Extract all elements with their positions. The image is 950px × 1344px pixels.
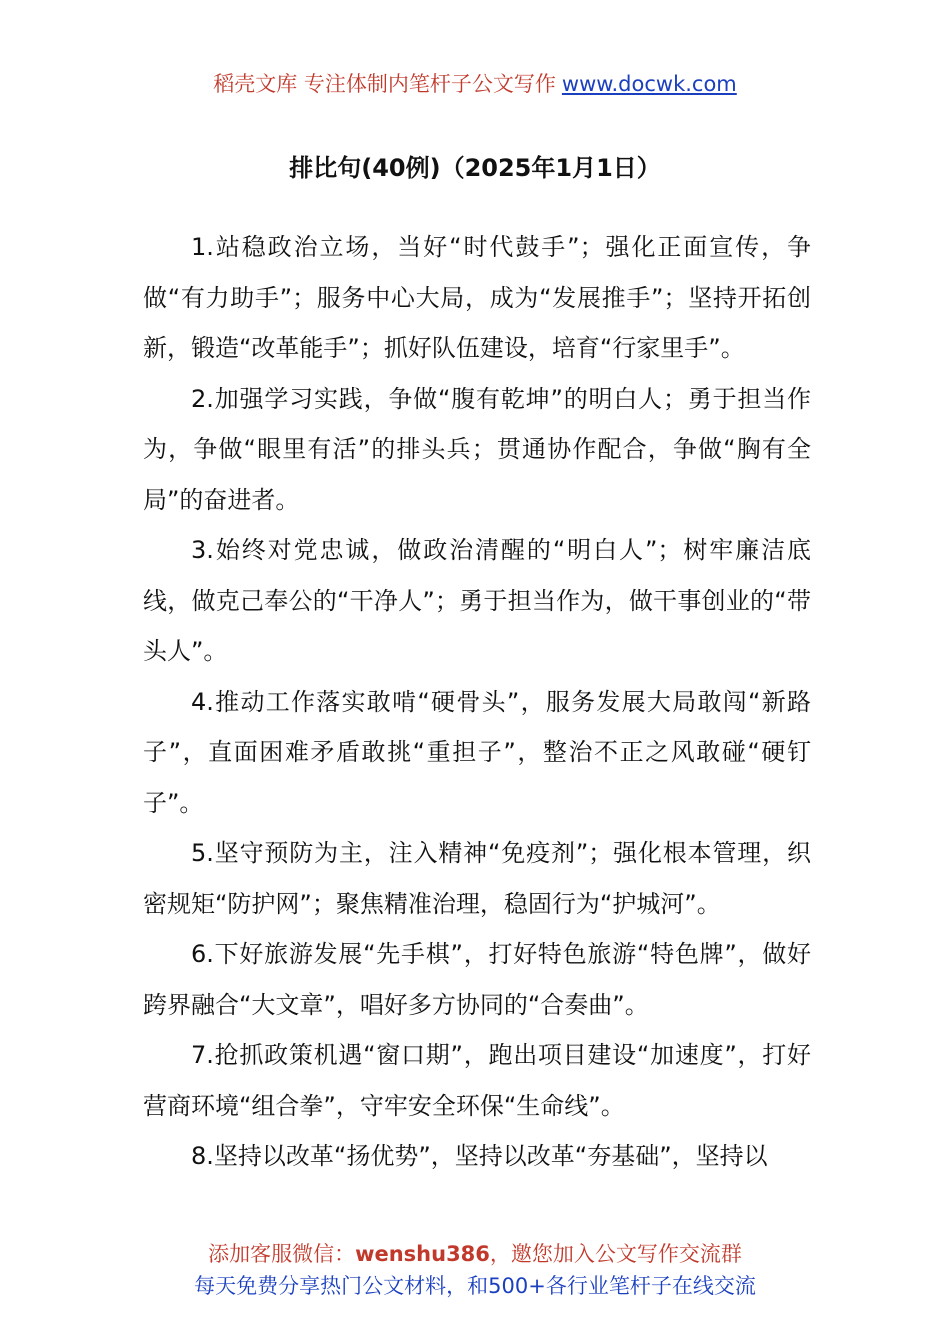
footer-contact-suffix: ，邀您加入公文写作交流群	[489, 1242, 742, 1266]
header-brand: 稻壳文库 专注体制内笔杆子公文写作	[213, 72, 556, 96]
header-url-link[interactable]: www.docwk.com	[561, 72, 737, 96]
paragraph-7: 7.抢抓政策机遇“窗口期”，跑出项目建设“加速度”，打好营商环境“组合拳”，守牢安全环保“生命线”。	[143, 1041, 811, 1120]
page-footer	[0, 1238, 950, 1302]
paragraph-2: 2.加强学习实践，争做“腹有乾坤”的明白人；勇于担当作为，争做“眼里有活”的排头兵；贯通协作配合，争做“胸有全局”的奋进者。	[143, 384, 811, 514]
footer-contact-prefix: 添加客服微信：	[208, 1242, 356, 1266]
paragraph-8: 8.坚持以改革“扬优势”，坚持以改革“夯基础”，坚持以	[191, 1142, 768, 1170]
document-body	[143, 222, 811, 1182]
paragraph-1: 1.站稳政治立场，当好“时代鼓手”；强化正面宣传，争做“有力助手”；服务中心大局，成为“发展推手”；坚持开拓创新，锻造“改革能手”；抓好队伍建设，培育“行家里手”。	[143, 233, 811, 362]
document-title: 排比句(40例)（2025年1月1日）	[289, 154, 661, 182]
paragraph-5: 5.坚守预防为主，注入精神“免疫剂”；强化根本管理，织密规矩“防护网”；聚焦精准治理，稳固行为“护城河”。	[143, 839, 811, 918]
paragraph-4: 4.推动工作落实敢啃“硬骨头”，服务发展大局敢闯“新路子”，直面困难矛盾敢挑“重担子”，整治不正之风敢碰“硬钉子”。	[143, 687, 811, 817]
footer-wechat-id: wenshu386	[355, 1242, 490, 1266]
paragraph-6: 6.下好旅游发展“先手棋”，打好特色旅游“特色牌”，做好跨界融合“大文章”，唱好多方协同的“合奏曲”。	[143, 940, 811, 1019]
footer-contact-line	[0, 1238, 950, 1270]
paragraph-3: 3.始终对党忠诚，做政治清醒的“明白人”；树牢廉洁底线，做克己奉公的“干净人”；勇于担当作为，做干事创业的“带头人”。	[143, 536, 811, 665]
footer-promo-line: 每天免费分享热门公文材料，和500+各行业笔杆子在线交流	[194, 1274, 756, 1298]
page-header	[0, 68, 950, 100]
